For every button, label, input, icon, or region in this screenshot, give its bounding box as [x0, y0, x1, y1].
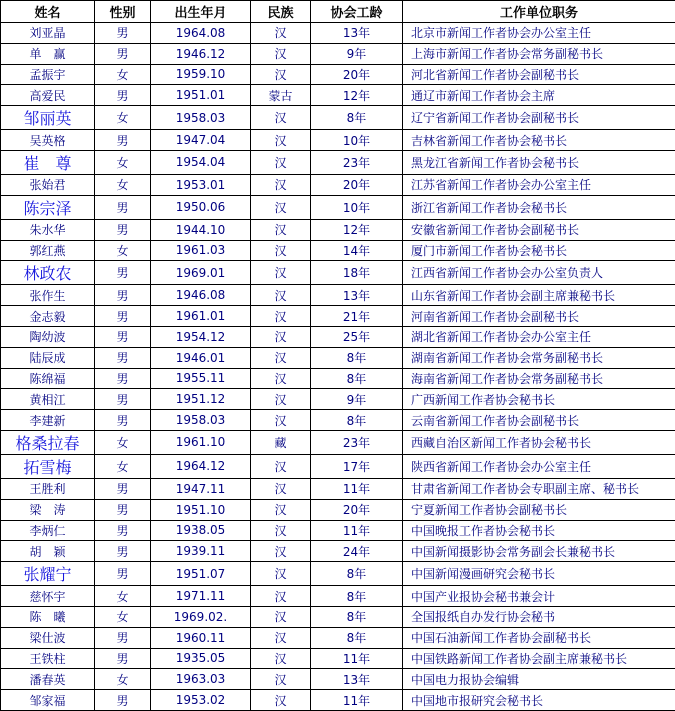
cell-gender: 女	[95, 586, 151, 607]
cell-ethnicity: 汉	[251, 606, 311, 627]
cell-position: 通辽市新闻工作者协会主席	[403, 85, 675, 106]
cell-gender: 男	[95, 389, 151, 410]
cell-position: 浙江省新闻工作者协会秘书长	[403, 195, 675, 219]
table-row	[1, 562, 675, 586]
table-row	[1, 261, 675, 285]
table-row	[1, 106, 675, 130]
cell-ethnicity: 汉	[251, 541, 311, 562]
cell-birth: 1971.11	[151, 586, 251, 607]
cell-name: 朱水华	[1, 219, 95, 240]
cell-ethnicity: 汉	[251, 130, 311, 151]
cell-name: 邹家福	[1, 690, 95, 711]
cell-ethnicity: 汉	[251, 648, 311, 669]
cell-tenure: 8年	[311, 106, 403, 130]
table-row	[1, 347, 675, 368]
cell-name: 李建新	[1, 410, 95, 431]
cell-gender: 男	[95, 85, 151, 106]
table-row	[1, 368, 675, 389]
cell-tenure: 14年	[311, 240, 403, 261]
cell-position: 中国地市报研究会秘书长	[403, 690, 675, 711]
cell-ethnicity: 汉	[251, 368, 311, 389]
cell-tenure: 12年	[311, 85, 403, 106]
cell-position: 甘肃省新闻工作者协会专职副主席、秘书长	[403, 478, 675, 499]
cell-gender: 男	[95, 410, 151, 431]
cell-birth: 1939.11	[151, 541, 251, 562]
cell-position: 辽宁省新闻工作者协会副秘书长	[403, 106, 675, 130]
table-row	[1, 606, 675, 627]
cell-birth: 1964.12	[151, 454, 251, 478]
cell-position: 中国新闻漫画研究会秘书长	[403, 562, 675, 586]
cell-name: 孟振宇	[1, 64, 95, 85]
cell-ethnicity: 汉	[251, 285, 311, 306]
cell-name: 陆辰成	[1, 347, 95, 368]
cell-birth: 1961.03	[151, 240, 251, 261]
cell-ethnicity: 汉	[251, 586, 311, 607]
cell-gender: 女	[95, 430, 151, 454]
cell-position: 全国报纸自办发行协会秘书	[403, 606, 675, 627]
cell-birth: 1946.12	[151, 43, 251, 64]
cell-ethnicity: 汉	[251, 326, 311, 347]
cell-position: 江苏省新闻工作者协会办公室主任	[403, 174, 675, 195]
cell-ethnicity: 汉	[251, 627, 311, 648]
cell-ethnicity: 汉	[251, 150, 311, 174]
cell-ethnicity: 汉	[251, 562, 311, 586]
cell-ethnicity: 汉	[251, 195, 311, 219]
cell-position: 北京市新闻工作者协会办公室主任	[403, 23, 675, 44]
cell-gender: 男	[95, 541, 151, 562]
cell-birth: 1951.12	[151, 389, 251, 410]
cell-name: 王胜利	[1, 478, 95, 499]
cell-position: 云南省新闻工作者协会副秘书长	[403, 410, 675, 431]
table-row	[1, 219, 675, 240]
cell-gender: 女	[95, 240, 151, 261]
cell-gender: 男	[95, 130, 151, 151]
cell-ethnicity: 汉	[251, 454, 311, 478]
table-row	[1, 195, 675, 219]
header-ethnicity: 民族	[251, 1, 311, 23]
cell-tenure: 8年	[311, 627, 403, 648]
cell-tenure: 24年	[311, 541, 403, 562]
cell-birth: 1946.08	[151, 285, 251, 306]
cell-birth: 1961.10	[151, 430, 251, 454]
table-row	[1, 520, 675, 541]
cell-gender: 女	[95, 64, 151, 85]
cell-birth: 1954.04	[151, 150, 251, 174]
cell-birth: 1951.01	[151, 85, 251, 106]
cell-birth: 1951.10	[151, 499, 251, 520]
cell-gender: 男	[95, 520, 151, 541]
header-birth: 出生年月	[151, 1, 251, 23]
cell-ethnicity: 汉	[251, 240, 311, 261]
table-row	[1, 23, 675, 44]
table-row	[1, 690, 675, 711]
cell-birth: 1955.11	[151, 368, 251, 389]
cell-tenure: 9年	[311, 43, 403, 64]
cell-tenure: 8年	[311, 368, 403, 389]
cell-gender: 男	[95, 478, 151, 499]
table-row	[1, 541, 675, 562]
cell-ethnicity: 汉	[251, 690, 311, 711]
cell-name: 高爱民	[1, 85, 95, 106]
cell-birth: 1961.01	[151, 306, 251, 327]
cell-position: 陕西省新闻工作者协会办公室主任	[403, 454, 675, 478]
cell-tenure: 18年	[311, 261, 403, 285]
cell-tenure: 11年	[311, 478, 403, 499]
cell-tenure: 10年	[311, 195, 403, 219]
cell-ethnicity: 汉	[251, 219, 311, 240]
cell-position: 上海市新闻工作者协会常务副秘书长	[403, 43, 675, 64]
table-header	[1, 1, 675, 23]
cell-position: 中国晚报工作者协会秘书长	[403, 520, 675, 541]
cell-ethnicity: 汉	[251, 43, 311, 64]
cell-birth: 1958.03	[151, 410, 251, 431]
cell-birth: 1951.07	[151, 562, 251, 586]
cell-position: 广西新闻工作者协会秘书长	[403, 389, 675, 410]
cell-name: 邹丽英	[1, 106, 95, 130]
cell-position: 中国铁路新闻工作者协会副主席兼秘书长	[403, 648, 675, 669]
header-tenure: 协会工龄	[311, 1, 403, 23]
cell-birth: 1947.11	[151, 478, 251, 499]
cell-tenure: 17年	[311, 454, 403, 478]
cell-ethnicity: 藏	[251, 430, 311, 454]
cell-tenure: 23年	[311, 150, 403, 174]
cell-name: 郭红燕	[1, 240, 95, 261]
cell-birth: 1946.01	[151, 347, 251, 368]
cell-name: 王铁柱	[1, 648, 95, 669]
cell-birth: 1950.06	[151, 195, 251, 219]
cell-gender: 男	[95, 627, 151, 648]
cell-gender: 男	[95, 285, 151, 306]
cell-position: 西藏自治区新闻工作者协会秘书长	[403, 430, 675, 454]
cell-tenure: 20年	[311, 174, 403, 195]
cell-birth: 1935.05	[151, 648, 251, 669]
cell-name: 李炳仁	[1, 520, 95, 541]
cell-position: 中国石油新闻工作者协会副秘书长	[403, 627, 675, 648]
cell-name: 陈 曦	[1, 606, 95, 627]
cell-name: 林政农	[1, 261, 95, 285]
cell-ethnicity: 汉	[251, 347, 311, 368]
cell-name: 刘亚晶	[1, 23, 95, 44]
cell-tenure: 11年	[311, 648, 403, 669]
cell-tenure: 12年	[311, 219, 403, 240]
cell-position: 厦门市新闻工作者协会秘书长	[403, 240, 675, 261]
table-row	[1, 43, 675, 64]
header-row	[1, 1, 675, 23]
cell-position: 山东省新闻工作者协会副主席兼秘书长	[403, 285, 675, 306]
cell-name: 张作生	[1, 285, 95, 306]
cell-ethnicity: 汉	[251, 478, 311, 499]
table-row	[1, 150, 675, 174]
table-row	[1, 85, 675, 106]
cell-position: 吉林省新闻工作者协会秘书长	[403, 130, 675, 151]
cell-gender: 女	[95, 606, 151, 627]
cell-birth: 1969.01	[151, 261, 251, 285]
cell-gender: 男	[95, 23, 151, 44]
cell-tenure: 25年	[311, 326, 403, 347]
cell-name: 陈绵福	[1, 368, 95, 389]
cell-gender: 女	[95, 150, 151, 174]
table-row	[1, 430, 675, 454]
cell-birth: 1954.12	[151, 326, 251, 347]
cell-gender: 女	[95, 174, 151, 195]
cell-name: 格桑拉春	[1, 430, 95, 454]
cell-tenure: 20年	[311, 64, 403, 85]
table-row	[1, 478, 675, 499]
cell-tenure: 21年	[311, 306, 403, 327]
cell-gender: 男	[95, 195, 151, 219]
cell-gender: 女	[95, 454, 151, 478]
cell-name: 崔 尊	[1, 150, 95, 174]
cell-birth: 1960.11	[151, 627, 251, 648]
cell-name: 陈宗泽	[1, 195, 95, 219]
cell-name: 潘春英	[1, 669, 95, 690]
cell-name: 黄相江	[1, 389, 95, 410]
cell-name: 单 赢	[1, 43, 95, 64]
cell-tenure: 8年	[311, 410, 403, 431]
cell-tenure: 11年	[311, 690, 403, 711]
cell-name: 慈怀宇	[1, 586, 95, 607]
table-row	[1, 410, 675, 431]
cell-ethnicity: 汉	[251, 174, 311, 195]
cell-ethnicity: 汉	[251, 499, 311, 520]
cell-name: 张始君	[1, 174, 95, 195]
cell-position: 安徽省新闻工作者协会副秘书长	[403, 219, 675, 240]
cell-position: 黑龙江省新闻工作者协会秘书长	[403, 150, 675, 174]
header-gender: 性别	[95, 1, 151, 23]
cell-position: 中国新闻摄影协会常务副会长兼秘书长	[403, 541, 675, 562]
header-position: 工作单位职务	[403, 1, 675, 23]
cell-gender: 男	[95, 219, 151, 240]
table-row	[1, 64, 675, 85]
cell-position: 宁夏新闻工作者协会副秘书长	[403, 499, 675, 520]
cell-gender: 男	[95, 306, 151, 327]
table-row	[1, 326, 675, 347]
cell-ethnicity: 蒙古	[251, 85, 311, 106]
cell-position: 中国电力报协会编辑	[403, 669, 675, 690]
cell-position: 河北省新闻工作者协会副秘书长	[403, 64, 675, 85]
cell-gender: 女	[95, 669, 151, 690]
cell-position: 江西省新闻工作者协会办公室负责人	[403, 261, 675, 285]
cell-gender: 男	[95, 648, 151, 669]
cell-tenure: 8年	[311, 586, 403, 607]
cell-birth: 1953.01	[151, 174, 251, 195]
cell-tenure: 23年	[311, 430, 403, 454]
cell-birth: 1953.02	[151, 690, 251, 711]
table-row	[1, 306, 675, 327]
cell-ethnicity: 汉	[251, 64, 311, 85]
cell-position: 湖南省新闻工作者协会常务副秘书长	[403, 347, 675, 368]
cell-birth: 1944.10	[151, 219, 251, 240]
cell-birth: 1959.10	[151, 64, 251, 85]
table-row	[1, 130, 675, 151]
cell-ethnicity: 汉	[251, 306, 311, 327]
cell-gender: 男	[95, 261, 151, 285]
cell-tenure: 9年	[311, 389, 403, 410]
cell-ethnicity: 汉	[251, 261, 311, 285]
cell-position: 河南省新闻工作者协会副秘书长	[403, 306, 675, 327]
cell-birth: 1947.04	[151, 130, 251, 151]
cell-tenure: 11年	[311, 520, 403, 541]
cell-birth: 1969.02.	[151, 606, 251, 627]
cell-name: 陶幼波	[1, 326, 95, 347]
cell-tenure: 20年	[311, 499, 403, 520]
table-row	[1, 240, 675, 261]
table-body	[1, 23, 675, 711]
cell-tenure: 10年	[311, 130, 403, 151]
cell-tenure: 13年	[311, 23, 403, 44]
table-row	[1, 499, 675, 520]
cell-gender: 男	[95, 326, 151, 347]
cell-birth: 1938.05	[151, 520, 251, 541]
cell-tenure: 8年	[311, 606, 403, 627]
cell-gender: 男	[95, 43, 151, 64]
cell-name: 拓雪梅	[1, 454, 95, 478]
cell-birth: 1963.03	[151, 669, 251, 690]
cell-ethnicity: 汉	[251, 669, 311, 690]
table-row	[1, 627, 675, 648]
cell-name: 胡 颖	[1, 541, 95, 562]
table-row	[1, 285, 675, 306]
cell-name: 张耀宁	[1, 562, 95, 586]
cell-ethnicity: 汉	[251, 520, 311, 541]
cell-name: 梁仕波	[1, 627, 95, 648]
cell-birth: 1958.03	[151, 106, 251, 130]
table-row	[1, 174, 675, 195]
cell-position: 海南省新闻工作者协会常务副秘书长	[403, 368, 675, 389]
cell-tenure: 8年	[311, 347, 403, 368]
table-row	[1, 648, 675, 669]
cell-ethnicity: 汉	[251, 23, 311, 44]
cell-birth: 1964.08	[151, 23, 251, 44]
cell-gender: 男	[95, 347, 151, 368]
cell-name: 梁 涛	[1, 499, 95, 520]
table-row	[1, 389, 675, 410]
table-row	[1, 454, 675, 478]
cell-tenure: 13年	[311, 285, 403, 306]
cell-name: 吴英格	[1, 130, 95, 151]
cell-ethnicity: 汉	[251, 389, 311, 410]
table-row	[1, 586, 675, 607]
cell-gender: 男	[95, 690, 151, 711]
cell-gender: 男	[95, 368, 151, 389]
cell-position: 湖北省新闻工作者协会办公室主任	[403, 326, 675, 347]
cell-gender: 男	[95, 499, 151, 520]
table-row	[1, 669, 675, 690]
cell-gender: 女	[95, 106, 151, 130]
header-name: 姓名	[1, 1, 95, 23]
cell-ethnicity: 汉	[251, 410, 311, 431]
cell-gender: 男	[95, 562, 151, 586]
cell-position: 中国产业报协会秘书兼会计	[403, 586, 675, 607]
cell-ethnicity: 汉	[251, 106, 311, 130]
cell-tenure: 8年	[311, 562, 403, 586]
cell-tenure: 13年	[311, 669, 403, 690]
cell-name: 金志毅	[1, 306, 95, 327]
